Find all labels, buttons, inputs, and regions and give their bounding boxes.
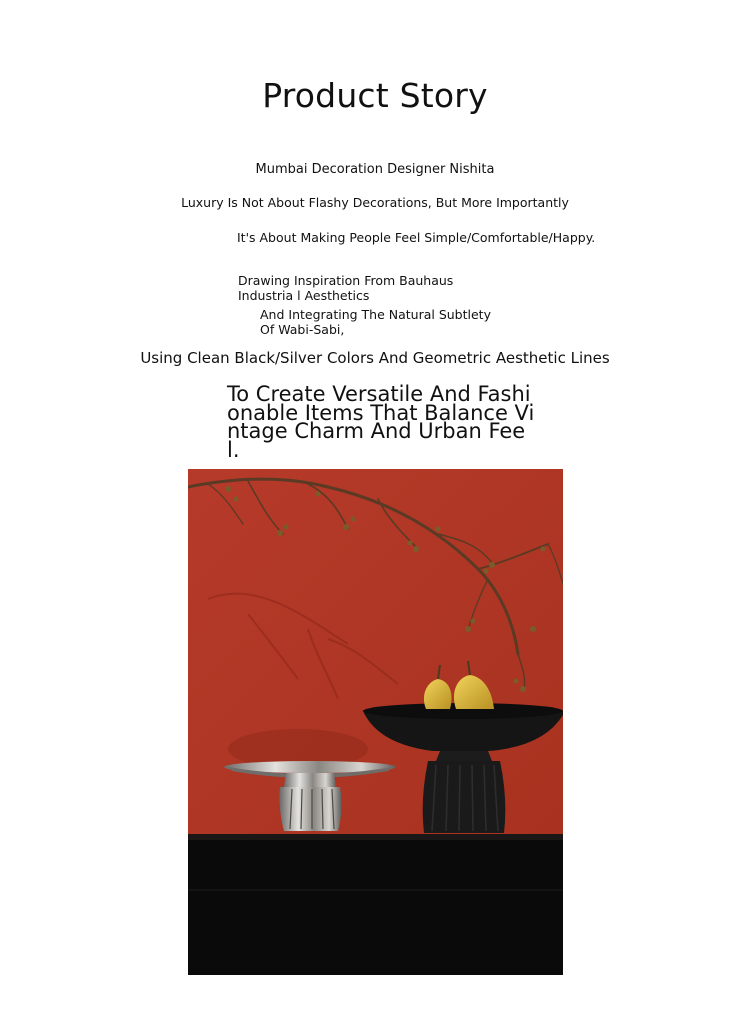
wabi-sabi-line: And Integrating The Natural Subtlety Of Wabi-Sabi,	[260, 307, 491, 337]
luxury-line: Luxury Is Not About Flashy Decorations, But More Importantly	[181, 195, 569, 210]
designer-line: Mumbai Decoration Designer Nishita	[255, 162, 495, 177]
colors-line: Using Clean Black/Silver Colors And Geometric Aesthetic Lines	[140, 349, 610, 367]
create-line: To Create Versatile And Fashionable Items That Balance Vintage Charm And Urban Feel.	[227, 382, 535, 462]
page-title: Product Story	[262, 76, 488, 115]
bauhaus-line: Drawing Inspiration From Bauhaus Industria l Aesthetics	[238, 273, 454, 303]
wall-background	[188, 469, 563, 834]
tabletop	[188, 834, 563, 975]
product-photo	[188, 469, 563, 975]
feel-line: It's About Making People Feel Simple/Comfortable/Happy.	[237, 230, 596, 245]
